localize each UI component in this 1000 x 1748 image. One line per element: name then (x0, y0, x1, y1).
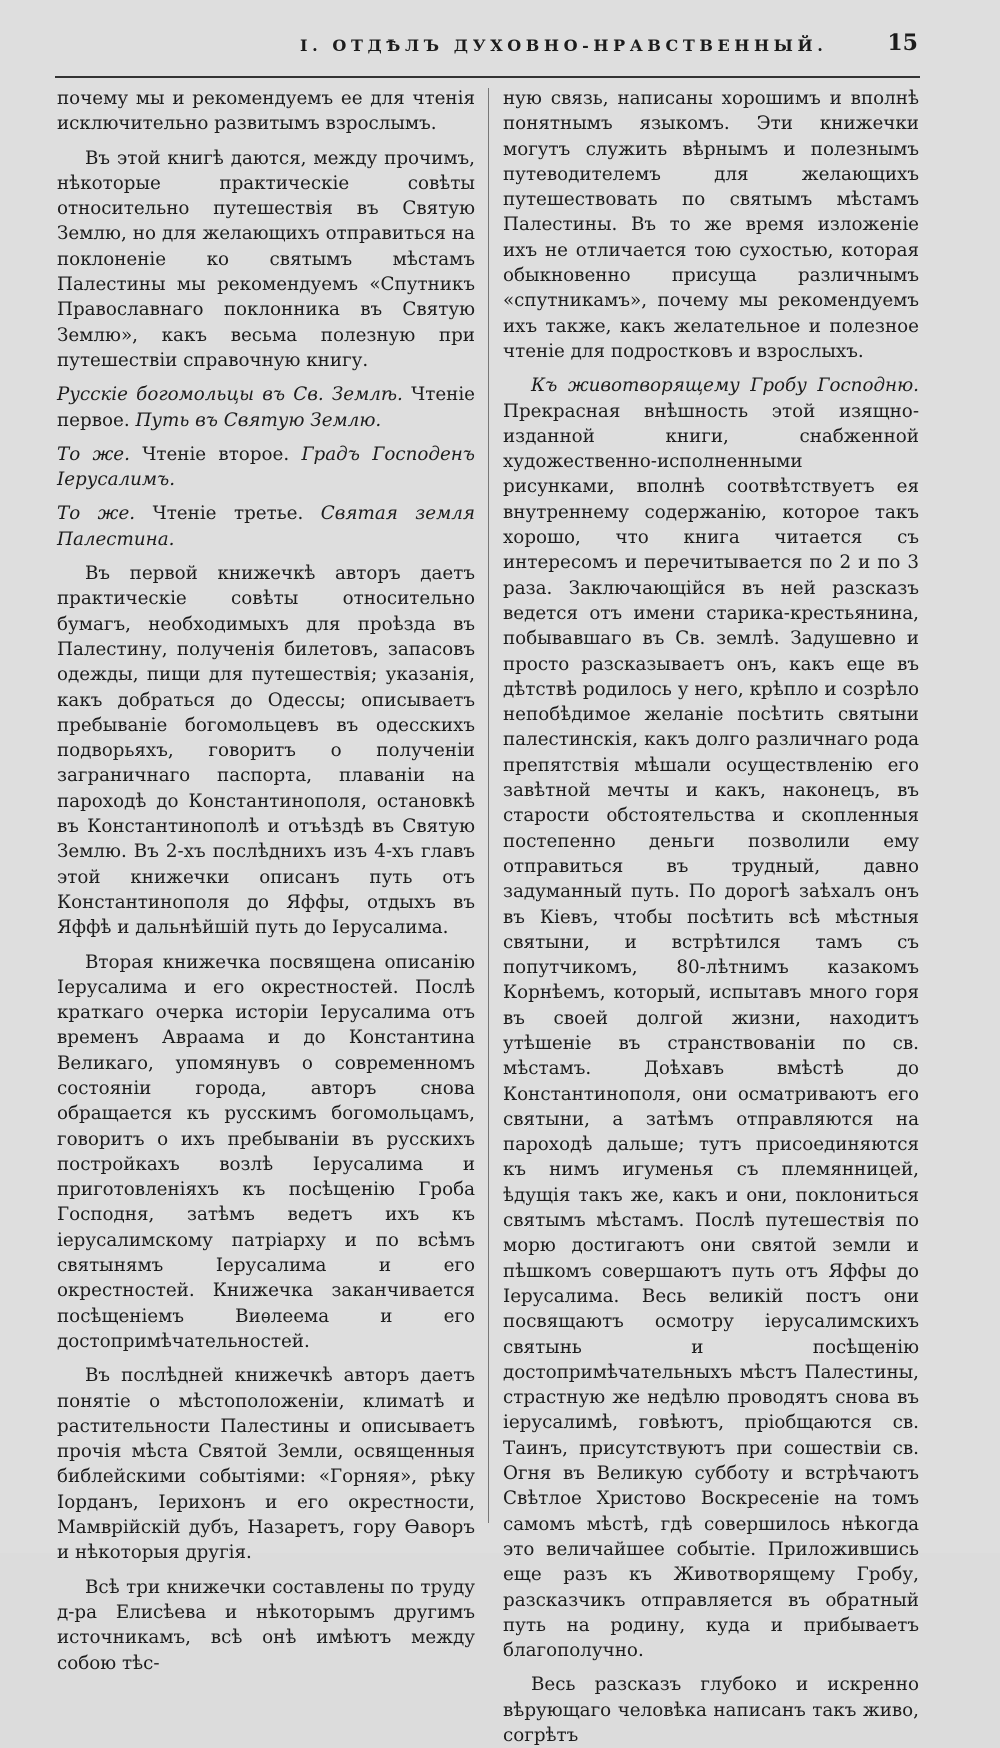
entry-text: Чтеніе первое. (57, 384, 475, 431)
entry-ref: То же. (57, 443, 130, 465)
paragraph: ную связь, написаны хорошимъ и вполнѣ понятнымъ языкомъ. Эти книжечки могутъ служить вѣрнымъ и полезнымъ путеводителемъ для желающихъ путешествовать по святымъ мѣстамъ Палестины. Въ то же время изложеніе ихъ не отличается тою сухостью, которая обыкновенно присуща различнымъ «спутникамъ», почему мы рекомендуемъ ихъ также, какъ желательное и полезное чтеніе для подростковъ и взрослыхъ. (503, 88, 919, 362)
paragraph: почему мы и рекомендуемъ ее для чтенія исключительно развитымъ взрослымъ. (57, 88, 475, 135)
paragraph: Въ первой книжечкѣ авторъ даетъ практическіе совѣты относительно бумагъ, необходимыхъ для проѣзда въ Палестину, полученія билетовъ, запасовъ одежды, пищи для путешествія; указанія, какъ добраться до Одессы; описываетъ пребываніе богомольцевъ въ одесскихъ подворьяхъ, говоритъ о полученіи заграничнаго паспорта, плаваніи на пароходѣ до Константинополя, остановкѣ въ Константинополѣ и отъѣздѣ въ Святую Землю. Въ 2-хъ послѣднихъ изъ 4-хъ главъ этой книжечки описанъ путь отъ Константинополя до Яффы, отдыхъ въ Яффѣ и дальнѣйшій путь до Іерусалима. (57, 563, 475, 939)
book-subtitle: Градъ Господенъ Іерусалимъ. (57, 443, 475, 491)
column-divider (488, 88, 489, 1523)
paragraph: Вторая книжечка посвящена описанію Іерусалима и его окрестностей. Послѣ краткаго очерка исторіи Іерусалима отъ временъ Авраама и до Константина Великаго, упомянувъ о современномъ состояніи города, авторъ снова обращается къ русскимъ богомольцамъ, говоритъ о ихъ пребываніи въ русскихъ постройкахъ возлѣ Іерусалима и приготовленіяхъ къ посѣщенію Гроба Господня, затѣмъ ведетъ ихъ къ іерусалимскому патріарху и по всѣмъ святынямъ Іерусалима и его окрестностей. Книжечка заканчивается посѣщеніемъ Виѳлеема и его достопримѣчательностей. (57, 951, 475, 1352)
book-entry (57, 382, 475, 433)
entry-text: Чтеніе второе. (129, 443, 302, 465)
book-subtitle: Святая земля Палестина. (57, 503, 476, 550)
page-header (55, 30, 918, 70)
book-entry (57, 442, 475, 493)
page-number: 15 (887, 30, 918, 56)
right-column (503, 86, 919, 1746)
paragraph: Въ послѣдней книжечкѣ авторъ даетъ понятіе о мѣстоположеніи, климатѣ и растительности Палестины и описываетъ прочія мѣста Святой Земли, освященныя библейскими событіями: «Горняя», рѣку Іорданъ, Іерихонъ и его окрестности, Мамврійскій дубъ, Назаретъ, гору Ѳаворъ и нѣкоторыя другія. (57, 1365, 475, 1564)
book-subtitle: Путь въ Святую Землю. (135, 409, 382, 431)
paragraph: Всѣ три книжечки составлены по труду д-ра Елисѣева и нѣкоторымъ другимъ источникамъ, всѣ онѣ имѣютъ между собою тѣс- (57, 1576, 475, 1674)
entry-text: Чтеніе третье. (135, 503, 321, 525)
book-review (503, 373, 919, 1663)
book-entry (57, 501, 475, 552)
paragraph: Весь разсказъ глубоко и искренно вѣрующаго человѣка написанъ такъ живо, согрѣтъ (503, 1674, 919, 1746)
review-text: Прекрасная внѣшность этой изящно-изданной книги, снабженной художественно-исполненными рисунками, вполнѣ соотвѣтствуетъ ея внутреннему содержанію, которое такъ хорошо, что книга читается съ интересомъ и перечитывается по 2 и по 3 раза. Заключающійся въ ней разсказъ ведется отъ имени старика-крестьянина, побывавшаго въ Св. землѣ. Задушевно и просто разсказываетъ онъ, какъ еще въ дѣтствѣ родилось у него, крѣпло и созрѣло непобѣдимое желаніе посѣтить святыни палестинскія, какъ долго различнаго рода препятствія мѣшали осуществленію его завѣтной мечты и какъ, наконецъ, въ старости обстоятельства и скопленныя постепенно деньги позволили ему отправиться въ трудный, давно задуманный путь. По дорогѣ заѣхалъ онъ въ Кіевъ, чтобы посѣтить всѣ мѣстныя святыни, и встрѣтился тамъ съ попутчикомъ, 80-лѣтнимъ казакомъ Корнѣемъ, который, испытавъ много горя въ своей долгой жизни, находитъ утѣшеніе въ странствованіи по св. мѣстамъ. Доѣхавъ вмѣстѣ до Константинополя, они осматриваютъ его святыни, а затѣмъ отправляются на пароходѣ дальше; тутъ присоединяются къ нимъ игуменья съ племянницей, ѣдущія такъ же, какъ и они, поклониться святымъ мѣстамъ. Послѣ путешествія по морю достигаютъ они святой земли и пѣшкомъ совершаютъ путь отъ Яффы до Іерусалима. Весь великій постъ они посвящаютъ осмотру іерусалимскихъ святынь и посѣщенію достопримѣчательныхъ мѣстъ Палестины, страстную же недѣлю проводятъ снова въ іерусалимѣ, говѣютъ, пріобщаются св. Таинъ, присутствуютъ при сошествіи св. Огня въ Великую субботу и встрѣчаютъ Свѣтлое Христово Воскресеніе на томъ самомъ мѣстѣ, гдѣ совершилось нѣкогда это величайшее событіе. Приложившись еще разъ къ Животворящему Гробу, разсказчикъ отправляется въ обратный путь на родину, куда и прибываетъ благополучно. (503, 400, 919, 1662)
left-column (57, 86, 476, 1674)
entry-ref: То же. (57, 503, 136, 525)
book-title: Русскіе богомольцы въ Св. Землѣ. (57, 384, 403, 406)
paragraph: Въ этой книгѣ даются, между прочимъ, нѣкоторые практическіе совѣты относительно путешествія въ Святую Землю, но для желающихъ отправиться на поклоненіе ко святымъ мѣстамъ Палестины мы рекомендуемъ «Спутникъ Православнаго поклонника въ Святую Землю», какъ весьма полезную при путешествіи справочную книгу. (57, 147, 475, 371)
header-rule (55, 76, 920, 78)
book-title: Къ животворящему Гробу Господню. (531, 375, 919, 397)
section-title: I. ОТДѢЛЪ ДУХОВНО-НРАВСТВЕННЫЙ. (300, 36, 828, 55)
